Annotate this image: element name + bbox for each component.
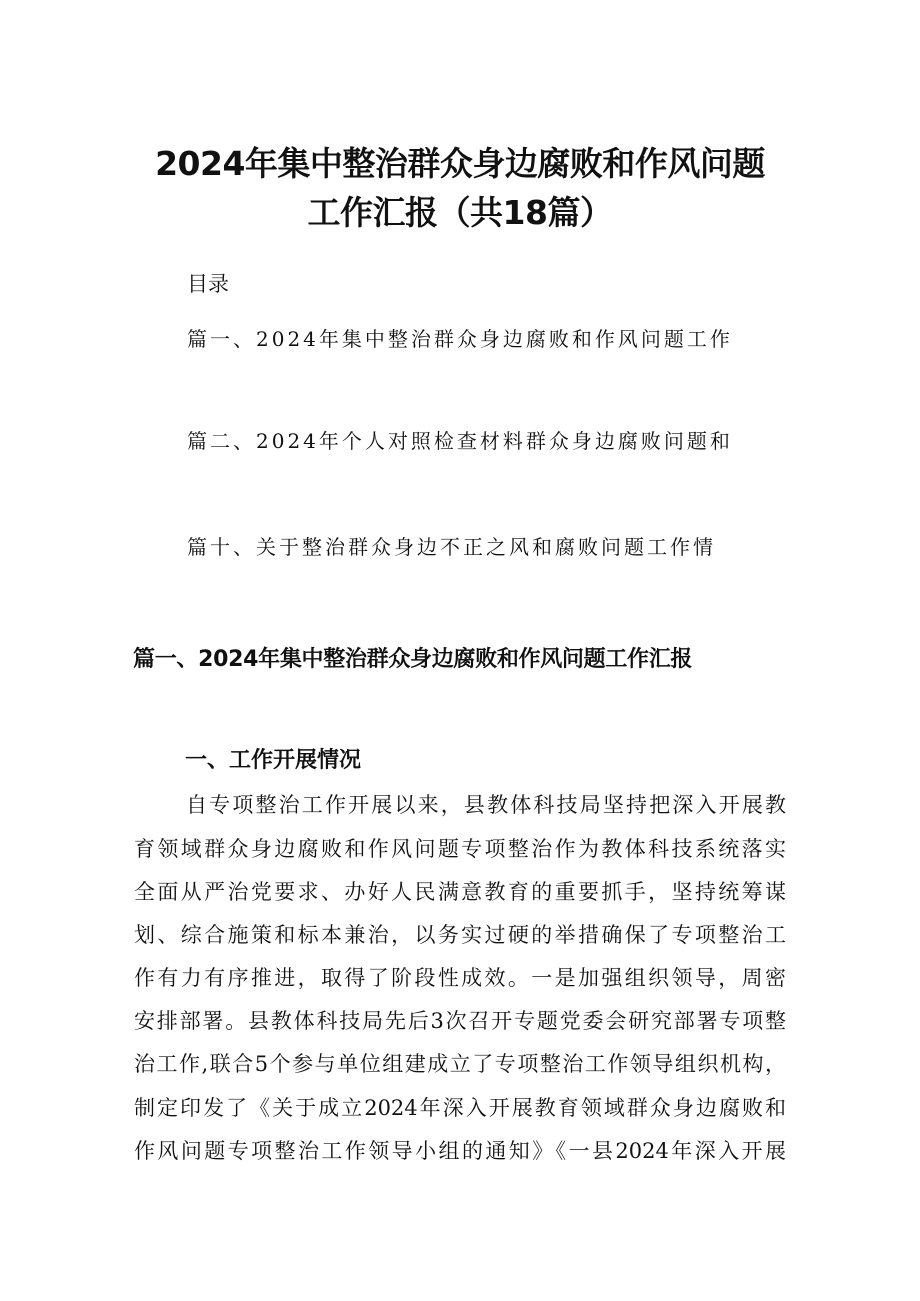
body-text-line: 自专项整治工作开展以来，县教体科技局坚持把深入开展教: [186, 793, 786, 817]
toc-item: 篇二、2024年个人对照检查材料群众身边腐败问题和: [187, 429, 733, 453]
body-text-line: 作有力有序推进，取得了阶段性成效。一是加强组织领导，周密: [134, 966, 786, 990]
document-title-line-2: 工作汇报（共18篇）: [307, 193, 613, 232]
body-text-line: 安排部署。县教体科技局先后3次召开专题党委会研究部署专项整: [134, 1009, 786, 1033]
body-text-line: 育领域群众身边腐败和作风问题专项整治作为教体科技系统落实: [134, 837, 786, 861]
toc-item: 篇一、2024年集中整治群众身边腐败和作风问题工作: [187, 327, 733, 351]
document-title-line-1: 2024年集中整治群众身边腐败和作风问题: [155, 144, 765, 183]
subsection-title: 一、工作开展情况: [185, 748, 362, 773]
body-text-line: 作风问题专项整治工作领导小组的通知》《一县2024年深入开展: [134, 1139, 786, 1163]
toc-item: 篇十、关于整治群众身边不正之风和腐败问题工作情: [187, 535, 716, 559]
body-text-line: 全面从严治党要求、办好人民满意教育的重要抓手，坚持统筹谋: [134, 880, 786, 904]
toc-heading: 目录: [187, 272, 229, 296]
body-text-line: 治工作,联合5个参与单位组建成立了专项整治工作领导组织机构，: [134, 1052, 786, 1076]
section-title: 篇一、2024年集中整治群众身边腐败和作风问题工作汇报: [133, 647, 693, 672]
body-text-line: 划、综合施策和标本兼治，以务实过硬的举措确保了专项整治工: [134, 923, 786, 947]
body-text-line: 制定印发了《关于成立2024年深入开展教育领域群众身边腐败和: [134, 1096, 786, 1120]
